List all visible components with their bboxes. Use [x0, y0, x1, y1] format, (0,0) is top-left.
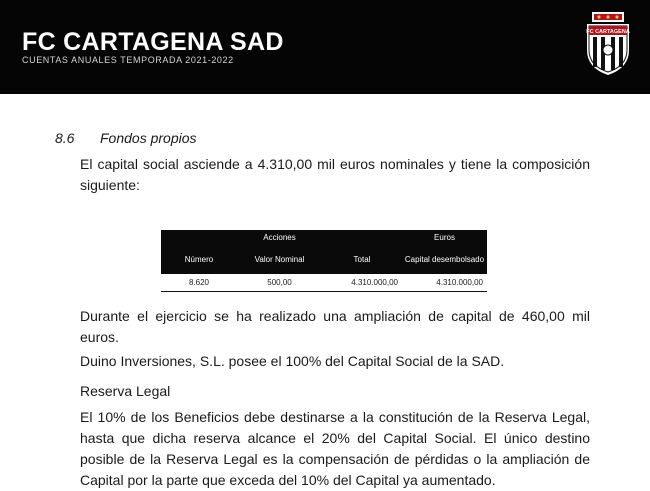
table-header-acciones: Acciones: [237, 230, 322, 246]
report-subtitle: CUENTAS ANUALES TEMPORADA 2021-2022: [22, 55, 234, 65]
club-title: FC CARTAGENA SAD: [22, 28, 284, 56]
table-header-euros: Euros: [402, 230, 487, 246]
cell-numero: 8.620: [161, 274, 237, 292]
table-header-total: Total: [322, 246, 402, 274]
table-header-capital-desembolsado: Capital desembolsado: [402, 246, 487, 274]
document-header: [0, 0, 650, 94]
section-title: Fondos propios: [100, 130, 197, 146]
section-number: 8.6: [55, 130, 75, 146]
section-heading: [55, 130, 197, 146]
table-header-blank: [322, 230, 402, 246]
svg-text:FC CARTAGENA: FC CARTAGENA: [586, 29, 630, 35]
cell-capital-desembolsado: 4.310.000,00: [402, 274, 487, 292]
share-capital-table: [161, 230, 487, 292]
table-group-header-row: [161, 230, 487, 246]
reserva-legal-paragraph: El 10% de los Beneficios debe destinarse a la constitución de la Reserva Legal, hasta que dicha reserva alcance el 20% del Capital Social. El único destino posible de la Reserva Legal es la compensación de pérdidas o la ampliación de Capital por la parte que exceda del 10% del Capital ya aumentado.: [80, 409, 590, 488]
club-crest-logo: [585, 10, 631, 76]
table-header-blank: [161, 230, 237, 246]
table-header-valor-nominal: Valor Nominal: [237, 246, 322, 274]
cell-valor-nominal: 500,00: [237, 274, 322, 292]
table-row: [161, 274, 487, 292]
table-header-numero: Número: [161, 246, 237, 274]
table-column-header-row: [161, 246, 487, 274]
ownership-paragraph: Duino Inversiones, S.L. posee el 100% del Capital Social de la SAD.: [80, 353, 505, 369]
cell-total: 4.310.000,00: [322, 274, 402, 292]
reserva-legal-heading: Reserva Legal: [80, 383, 171, 399]
intro-paragraph: El capital social asciende a 4.310,00 mil euros nominales y tiene la composición siguiente:: [80, 156, 590, 193]
capital-increase-paragraph: Durante el ejercicio se ha realizado una ampliación de capital de 460,00 mil euros.: [80, 308, 590, 345]
